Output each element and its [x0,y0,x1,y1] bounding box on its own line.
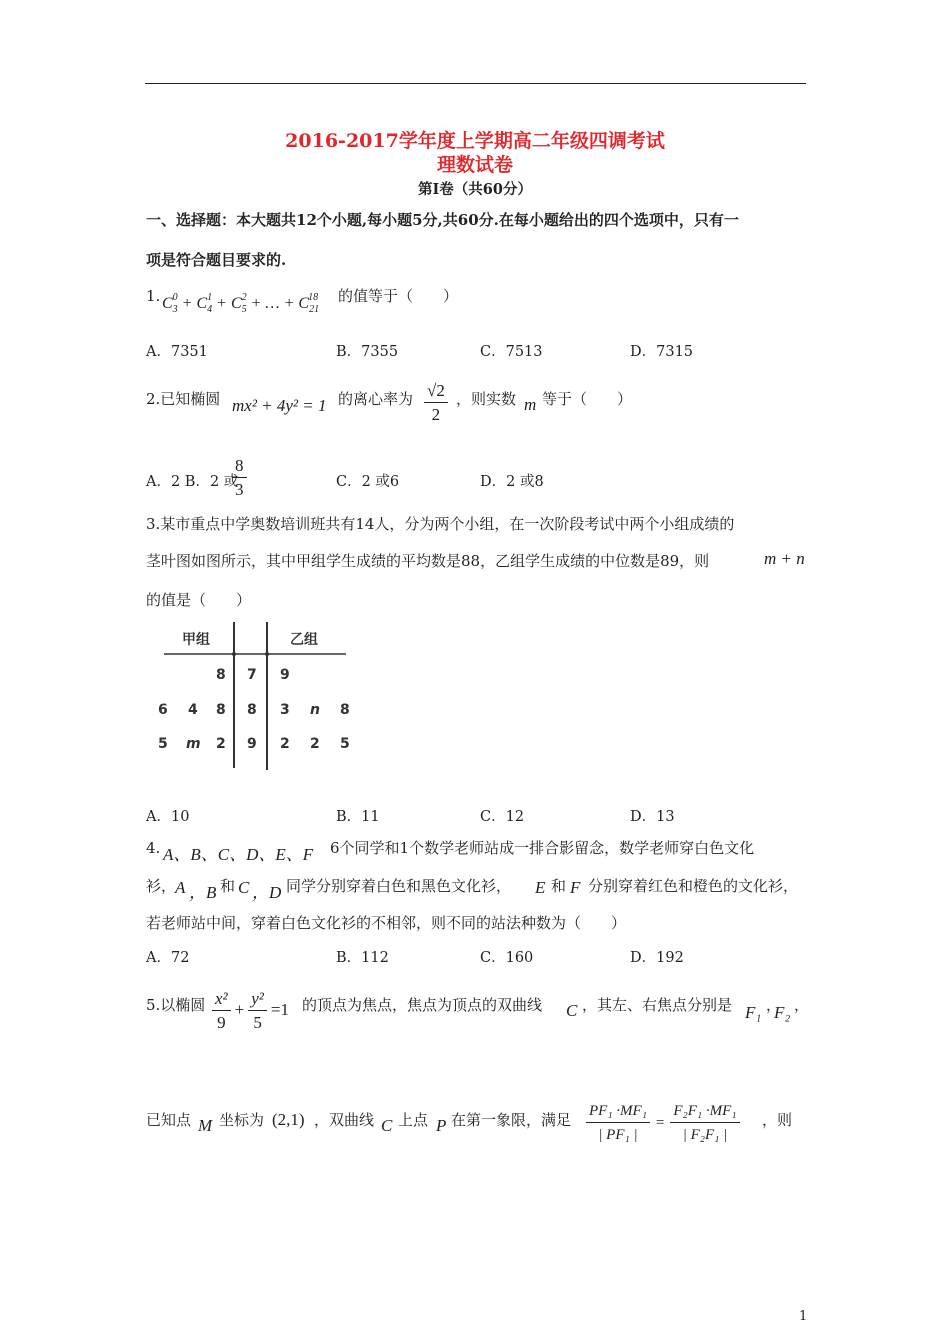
q2-frac-num: √2 [424,380,448,403]
q5-mid: 的顶点为焦点，焦点为顶点的双曲线 [302,996,543,1014]
q4-letter-c: C [238,878,250,897]
leaf-right: 8 [340,702,350,718]
q5-comma: ， [766,996,782,1014]
q5-plus: + [234,1000,245,1020]
q2-mid: 的离心率为 [338,390,414,408]
q4-option-a: A．72 [146,950,190,966]
q5-line2-end: ，则 [762,1111,793,1129]
q3-line3: 的值是（ ） [146,591,252,609]
q5-point-p: P [436,1116,447,1135]
q5-rhs-den: | F₂F₁ | [682,1127,728,1143]
q5-equals-one: =1 [270,1000,289,1020]
q5-f1: F₁ [745,1003,762,1022]
q5-frac1-num: x² [212,988,231,1011]
stem-value: 9 [247,736,257,752]
q4-number: 4. [146,839,161,857]
part-heading: 第Ⅰ卷（共60分） [418,181,532,198]
q5-ellipse-equation [212,988,289,1035]
q2-var-m: m [524,395,537,414]
leaf-right: 3 [280,702,290,718]
q5-rhs-num: F₂F₁ ·MF₁ [670,1100,739,1123]
q5-line2-mid: 坐标为 [219,1111,265,1129]
q2-tail: 等于（ ） [542,390,633,408]
q1-tail: 的值等于（ ） [338,287,459,305]
q2-option-c: C．2 或6 [336,474,400,490]
group-yi-label: 乙组 [290,632,318,648]
q2-optb-num: 8 [232,455,247,478]
leaf-left: 4 [188,702,198,718]
q5-hyperbola-c2: C [381,1116,393,1135]
q5-frac2-den: 5 [253,1013,262,1032]
q1-expression: $C_3^0 + C_4^1 + C_5^2$ + … + $C_{21}^{18}$ [162,292,320,315]
q1-option-d: D．7315 [630,344,694,360]
q3-option-d: D．13 [630,809,675,825]
q5-line2-prefix: 已知点 [146,1111,192,1129]
q2-mid2: ，则实数 [456,390,517,408]
q5-lhs-num: PF₁ ·MF₁ [586,1100,650,1123]
q1-number: 1. [146,287,161,305]
page-number: 1 [799,1309,808,1324]
q5-line2-mid3: 上点 [398,1111,429,1129]
q4-line1-tail: 6个同学和1个数学老师站成一排合影留念，数学老师穿白色文化 [330,839,755,857]
q5-point-m: M [198,1116,213,1135]
leaf-right: 9 [280,667,290,683]
q2-optb-den: 3 [235,480,244,499]
q3-option-c: C．12 [480,809,525,825]
q4-letter-d: ，D [252,883,282,902]
q1-option-b: B．7355 [336,344,399,360]
q3-option-b: B．11 [336,809,380,825]
q4-letter-f: F [570,878,581,897]
q2-option-ab: A．2 B．2 或 [146,474,239,490]
stem-value: 8 [247,702,257,718]
q5-end: ， [794,996,810,1014]
q4-line2-prefix: 衫， [146,877,177,895]
leaf-left: 8 [216,702,226,718]
leaf-left: m [186,736,201,752]
q3-line1: 3.某市重点中学奥数培训班共有14人，分为两个小组，在一次阶段考试中两个小组成绩的 [146,515,735,533]
q2-frac-den: 2 [431,405,441,424]
q4-option-c: C．160 [480,950,534,966]
q5-line2-mid2: ，双曲线 [314,1111,375,1129]
q4-line2-tail: 分别穿着红色和橙色的文化衫， [588,877,799,895]
leaf-right: 5 [340,736,350,752]
section-instructions-line1: 一、选择题：本大题共12个小题,每小题5分,共60分.在每小题给出的四个选项中，只有一 [146,211,739,229]
q4-letter-e: E [535,878,546,897]
q4-and: 和 [220,877,236,895]
leaf-left: 6 [158,702,168,718]
q4-line2-mid: 同学分别穿着白色和黑色文化衫， [286,877,512,895]
q5-frac2-num: y² [248,988,267,1011]
q5-lhs-den: | PF₁ | [598,1127,638,1143]
q2-eccentricity [424,380,448,427]
q5-prefix: 5.以椭圆 [146,996,206,1014]
q4-letter-b: ，B [189,883,217,902]
q4-option-d: D．192 [630,950,684,966]
q5-line2-mid4: 在第一象限，满足 [451,1111,572,1129]
stem-value: 7 [247,667,257,683]
group-jia-label: 甲组 [182,632,210,648]
q3-expr-m-plus-n: m + n [764,549,805,568]
q4-line3: 若老师站中间，穿着白色文化衫的不相邻，则不同的站法种数为（ ） [146,914,627,932]
section-instructions-line2: 项是符合题目要求的. [146,251,287,269]
q5-hyperbola-c: C [566,1001,578,1020]
exam-title: 2016-2017学年度上学期高二年级四调考试 [285,130,665,152]
q5-equals: = [655,1114,665,1131]
q5-coordinate: (2,1) [272,1110,305,1129]
leaf-left: 5 [158,736,168,752]
exam-subtitle: 理数试卷 [436,154,513,176]
q4-option-b: B．112 [336,950,389,966]
q2-prefix: 2.已知椭圆 [146,390,221,408]
leaf-left: 2 [216,736,226,752]
q4-letter-a: A [175,878,186,897]
q3-option-a: A．10 [146,809,190,825]
leaf-right: 2 [310,736,320,752]
q3-line2: 茎叶图如图所示，其中甲组学生成绩的平均数是88，乙组学生成绩的中位数是89，则 [146,552,710,570]
q4-letters: A、B、C、D、E、F [163,845,314,864]
leaf-right: 2 [280,736,290,752]
leaf-left: 8 [216,667,226,683]
stem-leaf-figure [150,620,360,772]
q1-option-a: A．7351 [146,344,208,360]
q2-ellipse-equation: mx² + 4y² = 1 [232,396,327,415]
q5-f2: F₂ [774,1003,791,1022]
leaf-right: n [310,702,320,718]
q4-and2: 和 [551,877,567,895]
q1-option-c: C．7513 [480,344,543,360]
q5-mid2: ，其左、右焦点分别是 [582,996,733,1014]
q2-option-d: D．2 或8 [480,474,544,490]
q5-vector-condition [586,1100,740,1147]
q2-option-b-fraction [232,455,247,502]
top-rule [145,83,806,84]
q5-frac1-den: 9 [217,1013,226,1032]
